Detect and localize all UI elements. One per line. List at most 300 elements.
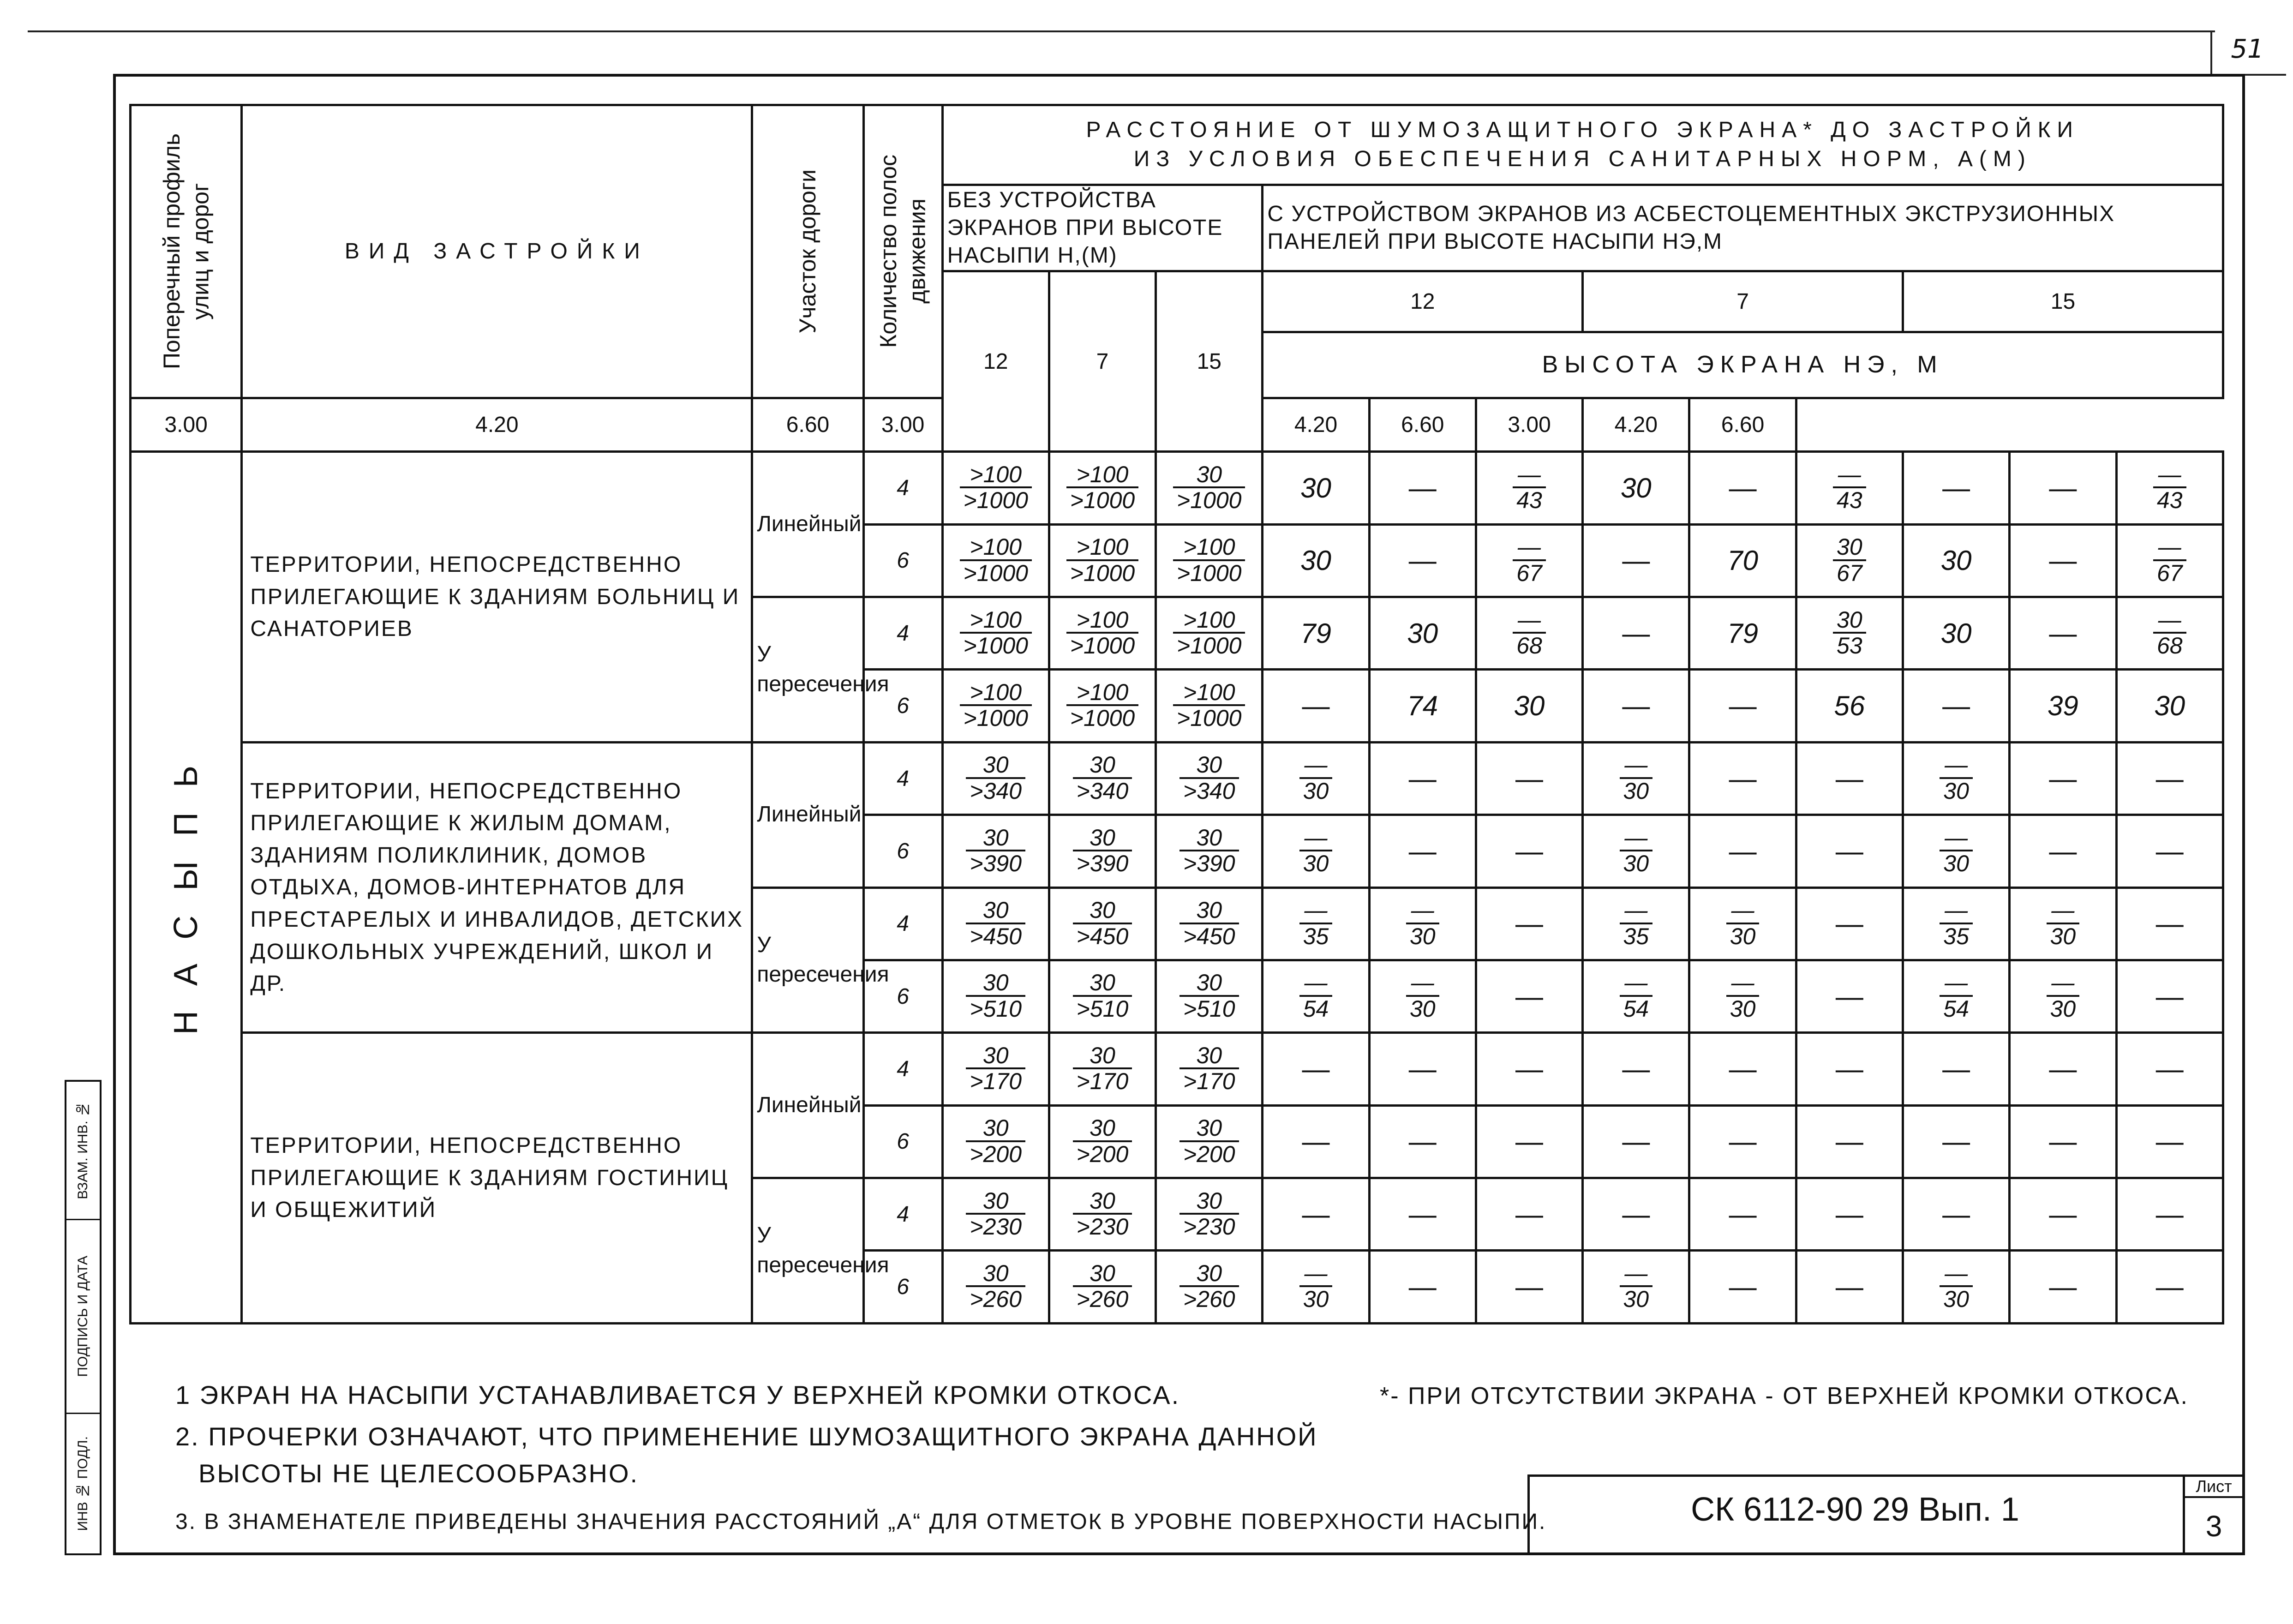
road-section-cell: У пересечения [752, 1178, 863, 1324]
numerator: >100 [1066, 462, 1138, 489]
distance-value: — [2049, 1199, 2077, 1230]
numerator: 30 [1073, 1189, 1132, 1215]
screen-height-cell: 6.60 [1369, 398, 1476, 452]
distance-value: — [1942, 1126, 1970, 1157]
numerator: >100 [960, 608, 1032, 634]
numerator: 30 [966, 971, 1025, 997]
with-screen-cell [2116, 1251, 2223, 1324]
distance-value: — [1302, 1126, 1330, 1157]
denominator: 43 [1516, 487, 1542, 514]
no-screen-cell [942, 670, 1049, 742]
numerator: 30 [1073, 1116, 1132, 1142]
with-screen-cell [1369, 1033, 1476, 1105]
distance-value: — [1942, 1054, 1970, 1085]
fraction-value [1179, 898, 1239, 948]
numerator: — [1620, 971, 1653, 997]
with-screen-cell [1689, 524, 1796, 597]
distance-value: — [1408, 1271, 1437, 1303]
with-screen-cell [1903, 887, 2009, 960]
no-screen-cell [1156, 960, 1263, 1032]
distance-value: — [1729, 1271, 1757, 1303]
road-section-cell: У пересечения [752, 597, 863, 743]
distance-value: 79 [1727, 617, 1758, 649]
distance-value: — [1835, 1126, 1863, 1157]
no-screen-cell [1049, 1178, 1155, 1251]
with-screen-cell [1903, 815, 2009, 887]
distance-value: — [1942, 690, 1970, 722]
no-screen-cell [942, 742, 1049, 815]
note-2-line-2: ВЫСОТЫ НЕ ЦЕЛЕСООБРАЗНО. [198, 1459, 639, 1488]
fraction-value [960, 535, 1032, 585]
denominator: >510 [970, 995, 1022, 1022]
distance-value: — [1515, 1126, 1544, 1157]
distance-value: — [1835, 1199, 1863, 1230]
fraction-value [960, 608, 1032, 658]
distance-value: — [1515, 1199, 1544, 1230]
distance-value: — [1729, 690, 1757, 722]
building-type-cell: ТЕРРИТОРИИ, НЕПОСРЕДСТВЕННО ПРИЛЕГАЮЩИЕ К ЖИЛЫМ ДОМАМ, ЗДАНИЯМ ПОЛИКЛИНИК, ДОМОВ ОТДЫХА, ДОМОВ-ИНТЕРНАТОВ ДЛЯ ПРЕСТАРЕЛЫХ И ИНВАЛИДОВ, ДЕТСКИХ ДОШКОЛЬНЫХ УЧРЕЖДЕНИЙ, ШКОЛ И ДР. [242, 742, 752, 1033]
with-screen-cell [2010, 815, 2116, 887]
denominator: >390 [970, 851, 1022, 877]
distance-value: — [2155, 1126, 2184, 1157]
distance-value: — [2049, 1271, 2077, 1303]
with-screen-cell [1583, 960, 1689, 1032]
numerator: 30 [1073, 971, 1132, 997]
footnote: *- ПРИ ОТСУТСТВИИ ЭКРАНА - ОТ ВЕРХНЕЙ КРОМКИ ОТКОСА. [1380, 1383, 2189, 1409]
fraction-value [1940, 826, 1973, 876]
with-screen-cell [1903, 1178, 2009, 1251]
distance-value: — [1515, 1271, 1544, 1303]
with-screen-cell [1796, 815, 1903, 887]
distance-value: — [2155, 981, 2184, 1012]
fraction-value [1620, 898, 1653, 948]
with-screen-cell [2116, 597, 2223, 670]
no-screen-cell [1156, 815, 1263, 887]
no-screen-cell [1049, 742, 1155, 815]
with-screen-cell [1689, 1251, 1796, 1324]
with-screen-cell [1369, 670, 1476, 742]
numerator: 30 [1833, 535, 1866, 561]
numerator: 30 [1179, 753, 1239, 779]
with-screen-cell [1476, 815, 1582, 887]
denominator: >1000 [1070, 633, 1135, 659]
with-screen-cell [1796, 452, 1903, 524]
numerator: 30 [1179, 1043, 1239, 1070]
numerator: — [1940, 826, 1973, 852]
lanes-cell: 6 [863, 1105, 942, 1178]
fraction-value [1940, 898, 1973, 948]
denominator: >260 [1183, 1286, 1235, 1312]
distance-table [129, 104, 2224, 1324]
no-screen-cell [1156, 597, 1263, 670]
no-screen-cell [1049, 887, 1155, 960]
denominator: >1000 [963, 487, 1028, 514]
distance-value: 30 [1407, 617, 1438, 649]
distance-value: 74 [1407, 690, 1438, 722]
with-screen-cell [1369, 887, 1476, 960]
fraction-value [1073, 1116, 1132, 1166]
with-screen-cell [1369, 960, 1476, 1032]
road-section-cell: Линейный [752, 452, 863, 597]
with-screen-cell [1583, 742, 1689, 815]
distance-value: 30 [1300, 545, 1331, 576]
distance-value: — [1835, 835, 1863, 867]
numerator: 30 [1173, 462, 1245, 489]
distance-value: — [1729, 835, 1757, 867]
numerator: — [1299, 1261, 1333, 1288]
denominator: >1000 [963, 705, 1028, 731]
numerator: — [1406, 898, 1439, 924]
with-screen-cell [1369, 524, 1476, 597]
numerator: 30 [966, 753, 1025, 779]
numerator: 30 [966, 898, 1025, 924]
with-screen-cell [2116, 887, 2223, 960]
with-screen-cell [1583, 452, 1689, 524]
numerator: — [1299, 753, 1333, 779]
no-screen-header: БЕЗ УСТРОЙСТВА ЭКРАНОВ ПРИ ВЫСОТЕ НАСЫПИ Н,(М) [942, 185, 1263, 271]
fraction-value [1066, 462, 1138, 513]
fraction-value [1073, 1189, 1132, 1239]
no-screen-cell [1156, 887, 1263, 960]
with-screen-cell [1689, 452, 1796, 524]
with-screen-cell [1476, 670, 1582, 742]
distance-value: — [2049, 473, 2077, 504]
no-screen-cell [1156, 670, 1263, 742]
numerator: — [1940, 1261, 1973, 1288]
denominator: >450 [970, 923, 1022, 949]
numerator: >100 [1173, 680, 1245, 707]
denominator: 30 [1730, 995, 1756, 1022]
screen-height-cell: 3.00 [131, 398, 242, 452]
numerator: — [1513, 608, 1546, 634]
distance-value: — [1515, 835, 1544, 867]
with-screen-cell [1689, 815, 1796, 887]
with-screen-cell [1903, 742, 2009, 815]
distance-value: — [1942, 473, 1970, 504]
distance-value: 30 [1940, 545, 1972, 576]
fraction-value [1066, 608, 1138, 658]
lanes-cell: 6 [863, 815, 942, 887]
fraction-value [1833, 535, 1866, 585]
distance-value: — [1622, 617, 1650, 649]
fraction-value [1620, 971, 1653, 1021]
with-screen-cell [1903, 524, 2009, 597]
numerator: 30 [1179, 826, 1239, 852]
road-section-cell: У пересечения [752, 887, 863, 1033]
with-screen-cell [1796, 1033, 1903, 1105]
denominator: >510 [1076, 995, 1129, 1022]
top-rule [28, 30, 2215, 32]
denominator: 35 [1943, 923, 1969, 949]
fraction-value [1620, 1261, 1653, 1312]
numerator: — [1513, 535, 1546, 561]
distance-value: — [2155, 835, 2184, 867]
denominator: >230 [1183, 1214, 1235, 1240]
with-screen-cell [1583, 1033, 1689, 1105]
numerator: — [1940, 971, 1973, 997]
distance-value: — [1515, 763, 1544, 794]
with-screen-cell [2116, 1105, 2223, 1178]
no-screen-cell [942, 1178, 1049, 1251]
distance-value: — [1515, 908, 1544, 940]
distance-value: — [1729, 473, 1757, 504]
lanes-cell: 4 [863, 887, 942, 960]
no-screen-cell [1156, 1178, 1263, 1251]
with-screen-cell [1476, 1251, 1582, 1324]
denominator: 30 [1409, 923, 1436, 949]
fraction-value [966, 1189, 1025, 1239]
denominator: 30 [1943, 851, 1969, 877]
fraction-value [1513, 462, 1546, 513]
with-screen-cell [1263, 1178, 1369, 1251]
screen-height-cell: 3.00 [1476, 398, 1582, 452]
with-screen-cell [1476, 597, 1582, 670]
fraction-value [1299, 753, 1333, 803]
fraction-value [1173, 608, 1245, 658]
with-screen-cell [1689, 742, 1796, 815]
fraction-value [1073, 753, 1132, 803]
no-screen-cell [1049, 815, 1155, 887]
denominator: 30 [1303, 1286, 1329, 1312]
lanes-cell: 6 [863, 524, 942, 597]
no-screen-cell [942, 815, 1049, 887]
lanes-header: Количество полос движения [863, 105, 942, 398]
denominator: 53 [1837, 633, 1862, 659]
building-type-cell: ТЕРРИТОРИИ, НЕПОСРЕДСТВЕННО ПРИЛЕГАЮЩИЕ К ЗДАНИЯМ БОЛЬНИЦ И САНАТОРИЕВ [242, 452, 752, 743]
fraction-value [966, 898, 1025, 948]
denominator: 30 [1943, 778, 1969, 804]
fraction-value [1620, 826, 1653, 876]
numerator: — [2153, 535, 2186, 561]
with-screen-cell [1583, 524, 1689, 597]
no-screen-cell [942, 1105, 1049, 1178]
with-screen-cell [1263, 452, 1369, 524]
distance-value: 79 [1300, 617, 1331, 649]
screen-height-cell: 4.20 [242, 398, 752, 452]
lanes-cell: 4 [863, 742, 942, 815]
distance-value: — [2155, 763, 2184, 794]
numerator: 30 [1179, 971, 1239, 997]
with-screen-cell [2116, 524, 2223, 597]
fraction-value [1940, 753, 1973, 803]
with-screen-cell [1263, 960, 1369, 1032]
numerator: 30 [1179, 1116, 1239, 1142]
denominator: >1000 [1070, 560, 1135, 586]
with-screen-cell [1369, 815, 1476, 887]
with-screen-cell [1689, 1178, 1796, 1251]
numerator: >100 [960, 535, 1032, 561]
distance-value: — [2049, 545, 2077, 576]
no-screen-cell [1049, 524, 1155, 597]
numerator: >100 [1066, 608, 1138, 634]
denominator: >340 [1076, 778, 1129, 804]
denominator: >450 [1076, 923, 1129, 949]
no-screen-height-12: 12 [942, 271, 1049, 452]
distance-value: — [1835, 1271, 1863, 1303]
denominator: 30 [1623, 778, 1649, 804]
lanes-cell: 4 [863, 597, 942, 670]
denominator: >340 [970, 778, 1022, 804]
distance-value: — [1515, 981, 1544, 1012]
no-screen-cell [942, 960, 1049, 1032]
with-screen-cell [1476, 452, 1582, 524]
table-row [131, 452, 2223, 524]
lanes-cell: 6 [863, 670, 942, 742]
with-screen-cell [1263, 742, 1369, 815]
fraction-value [966, 1261, 1025, 1312]
note-3: 3. В ЗНАМЕНАТЕЛЕ ПРИВЕДЕНЫ ЗНАЧЕНИЯ РАССТОЯНИЙ „А“ ДЛЯ ОТМЕТОК В УРОВНЕ ПОВЕРХНОСТИ НАСЫПИ. [175, 1510, 1547, 1534]
distance-value: — [1408, 1054, 1437, 1085]
distance-value: 30 [2154, 690, 2185, 722]
distance-value: — [1942, 1199, 1970, 1230]
fraction-value [2153, 608, 2186, 658]
with-screen-cell [1583, 597, 1689, 670]
with-screen-cell [2010, 1251, 2116, 1324]
distance-value: — [1408, 1126, 1437, 1157]
no-screen-cell [942, 887, 1049, 960]
fraction-value [1179, 971, 1239, 1021]
distance-value: — [1729, 1126, 1757, 1157]
denominator: 54 [1303, 995, 1329, 1022]
numerator: >100 [1066, 535, 1138, 561]
with-screen-cell [1263, 670, 1369, 742]
fraction-value [966, 1043, 1025, 1094]
with-screen-cell [1796, 524, 1903, 597]
denominator: 30 [2050, 923, 2076, 949]
screen-height-cell: 3.00 [863, 398, 942, 452]
distance-value: — [1622, 545, 1650, 576]
side-stamp-cell: ВЗАМ. ИНВ. № [66, 1082, 100, 1220]
with-screen-cell [1796, 960, 1903, 1032]
fraction-value [1173, 680, 1245, 731]
with-screen-cell [1476, 960, 1582, 1032]
distance-value: — [1622, 690, 1650, 722]
with-screen-cell [1263, 887, 1369, 960]
numerator: 30 [966, 1261, 1025, 1288]
numerator: — [1620, 1261, 1653, 1288]
numerator: — [1620, 826, 1653, 852]
with-screen-cell [1583, 1251, 1689, 1324]
with-screen-cell [2010, 1033, 2116, 1105]
distance-value: — [1622, 1199, 1650, 1230]
numerator: 30 [966, 1116, 1025, 1142]
no-screen-cell [942, 524, 1049, 597]
distance-value: — [2049, 763, 2077, 794]
distance-value: 39 [2048, 690, 2078, 722]
distance-value: 56 [1834, 690, 1865, 722]
no-screen-cell [942, 1033, 1049, 1105]
fraction-value [1406, 898, 1439, 948]
no-screen-cell [1156, 1251, 1263, 1324]
fraction-value [1173, 535, 1245, 585]
side-stamp [65, 1080, 102, 1555]
no-screen-cell [942, 452, 1049, 524]
with-screen-cell [1476, 524, 1582, 597]
distance-value: — [2049, 835, 2077, 867]
denominator: 30 [1623, 1286, 1649, 1312]
screen-height-header: ВЫСОТА ЭКРАНА НЭ, М [1263, 332, 2223, 398]
numerator: — [1940, 753, 1973, 779]
with-screen-cell [1476, 887, 1582, 960]
side-stamp-cell: ПОДПИСЬ И ДАТА [66, 1220, 100, 1414]
no-screen-cell [1156, 452, 1263, 524]
denominator: >390 [1076, 851, 1129, 877]
with-screen-cell [2116, 1178, 2223, 1251]
screen-height-cell: 4.20 [1583, 398, 1689, 452]
lanes-cell: 6 [863, 1251, 942, 1324]
numerator: — [1299, 971, 1333, 997]
denominator: 68 [1516, 633, 1542, 659]
fraction-value [1299, 971, 1333, 1021]
no-screen-cell [942, 597, 1049, 670]
with-screen-cell [1369, 597, 1476, 670]
denominator: 68 [2156, 633, 2183, 659]
distance-value: — [1835, 763, 1863, 794]
distance-value: — [1835, 908, 1863, 940]
fraction-value [1513, 535, 1546, 585]
numerator: 30 [1073, 1261, 1132, 1288]
road-section-cell: Линейный [752, 742, 863, 887]
denominator: >200 [1183, 1141, 1235, 1167]
distance-value: — [1408, 835, 1437, 867]
no-screen-cell [1049, 1251, 1155, 1324]
with-screen-cell [2010, 1105, 2116, 1178]
numerator: — [1833, 462, 1866, 489]
fraction-value [1406, 971, 1439, 1021]
sheet-label: Лист [2183, 1477, 2245, 1498]
with-screen-cell [1903, 1033, 2009, 1105]
distance-value: — [1622, 1126, 1650, 1157]
lanes-cell: 4 [863, 452, 942, 524]
fraction-value [1179, 1189, 1239, 1239]
with-screen-cell [1796, 1105, 1903, 1178]
numerator: >100 [1173, 535, 1245, 561]
numerator: 30 [1073, 753, 1132, 779]
numerator: 30 [966, 1189, 1025, 1215]
with-screen-header: С УСТРОЙСТВОМ ЭКРАНОВ ИЗ АСБЕСТОЦЕМЕНТНЫХ ЭКСТРУЗИОННЫХ ПАНЕЛЕЙ ПРИ ВЫСОТЕ НАСЫПИ НЭ,М [1263, 185, 2223, 271]
no-screen-height-15: 15 [1156, 271, 1263, 452]
page-number: 51 [2231, 34, 2264, 64]
denominator: 67 [1837, 560, 1862, 586]
with-screen-cell [1263, 815, 1369, 887]
numerator: — [1299, 898, 1333, 924]
with-screen-cell [1369, 452, 1476, 524]
with-screen-cell [1583, 887, 1689, 960]
with-screen-cell [1796, 887, 1903, 960]
numerator: 30 [1179, 898, 1239, 924]
distance-value: — [1408, 763, 1437, 794]
numerator: — [1940, 898, 1973, 924]
distance-value: — [1835, 1054, 1863, 1085]
distance-value: 30 [1940, 617, 1972, 649]
distance-value: — [1408, 545, 1437, 576]
with-screen-cell [1689, 597, 1796, 670]
fraction-value [1833, 608, 1866, 658]
distance-value: — [1408, 1199, 1437, 1230]
with-screen-cell [1263, 1105, 1369, 1178]
fraction-value [966, 1116, 1025, 1166]
screen-height-cell: 4.20 [1263, 398, 1369, 452]
numerator: 30 [966, 1043, 1025, 1070]
no-screen-cell [1049, 597, 1155, 670]
distance-value: — [1729, 1199, 1757, 1230]
distance-value: — [1729, 763, 1757, 794]
numerator: — [1726, 898, 1760, 924]
with-screen-cell [1689, 670, 1796, 742]
with-screen-cell [1689, 1033, 1796, 1105]
denominator: >200 [1076, 1141, 1129, 1167]
fraction-value [2153, 535, 2186, 585]
